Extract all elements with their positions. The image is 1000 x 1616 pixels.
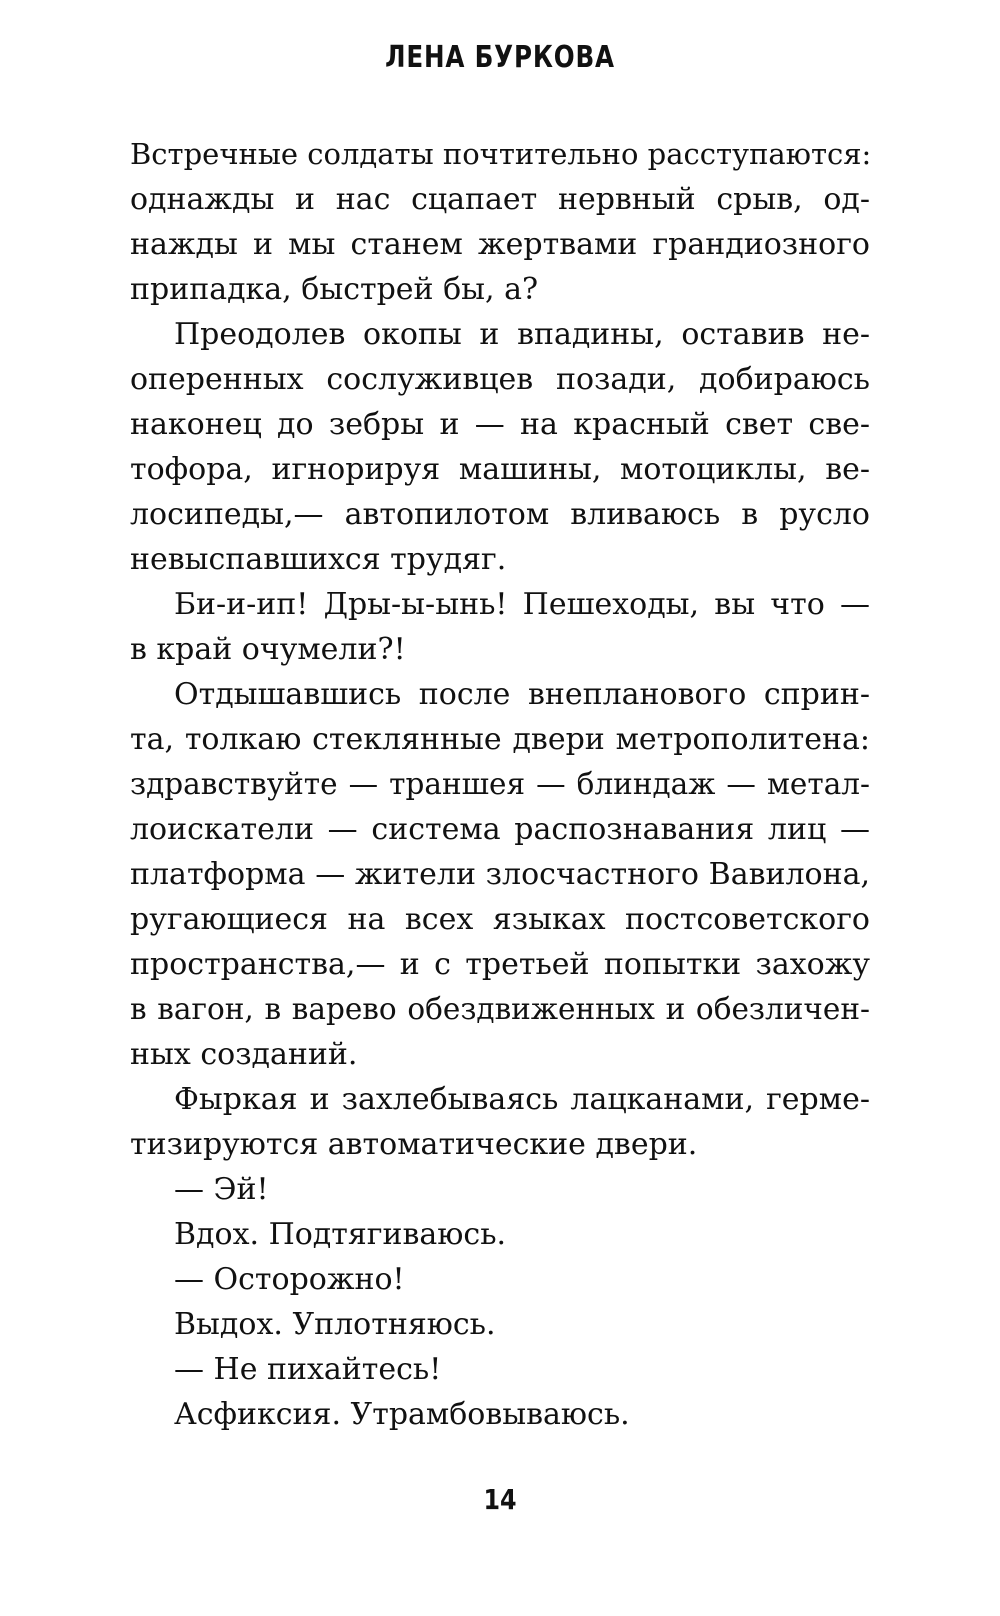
text-line: Отдышавшись после внепланового сприн- <box>174 677 870 712</box>
text-line: платформа — жители злосчастного Вавилона, <box>130 857 870 892</box>
text-line: Преодолев окопы и впадины, оставив не- <box>174 317 870 352</box>
dialogue-line: — Осторожно! <box>174 1262 405 1297</box>
text-line: ругающиеся на всех языках постсоветского <box>130 902 870 937</box>
text-line: лосипеды,— автопилотом вливаюсь в русло <box>130 497 870 532</box>
text-line: Би-и-ип! Дры-ы-ынь! Пешеходы, вы что — <box>174 587 870 622</box>
text-line: Вдох. Подтягиваюсь. <box>174 1217 507 1252</box>
text-line: ных созданий. <box>130 1037 358 1072</box>
text-line: невыспавшихся трудяг. <box>130 542 507 577</box>
text-line: однажды и нас сцапает нервный срыв, од- <box>130 182 870 217</box>
text-line: Выдох. Уплотняюсь. <box>174 1307 496 1342</box>
dialogue-line: — Не пихайтесь! <box>174 1352 442 1387</box>
running-header-author: ЛЕНА БУРКОВА <box>385 40 615 75</box>
text-line: в вагон, в варево обездвиженных и обезличен- <box>130 992 870 1026</box>
text-line: пространства,— и с третьей попытки захожу <box>130 947 870 982</box>
text-line: тофора, игнорируя машины, мотоциклы, ве- <box>130 452 870 487</box>
text-line: нажды и мы станем жертвами грандиозного <box>130 227 870 262</box>
text-line: наконец до зебры и — на красный свет све- <box>130 407 870 442</box>
text-line: та, толкаю стеклянные двери метрополитена: <box>130 722 870 757</box>
text-line: оперенных сослуживцев позади, добираюсь <box>130 362 870 397</box>
text-line: тизируются автоматические двери. <box>130 1127 698 1162</box>
dialogue-line: — Эй! <box>174 1172 269 1207</box>
text-line: здравствуйте — траншея — блиндаж — метал- <box>130 767 870 801</box>
text-line: Фыркая и захлебываясь лацканами, герме- <box>174 1082 870 1117</box>
text-line: Асфиксия. Утрамбовываюсь. <box>174 1397 630 1432</box>
text-line: лоискатели — система распознавания лиц — <box>130 812 870 847</box>
body-text <box>130 132 870 1437</box>
page-number: 14 <box>483 1483 517 1516</box>
text-line: припадка, быстрей бы, а? <box>130 272 539 307</box>
text-line: в край очумели?! <box>130 632 406 667</box>
text-line: Встречные солдаты почтительно расступаются: <box>130 137 872 171</box>
